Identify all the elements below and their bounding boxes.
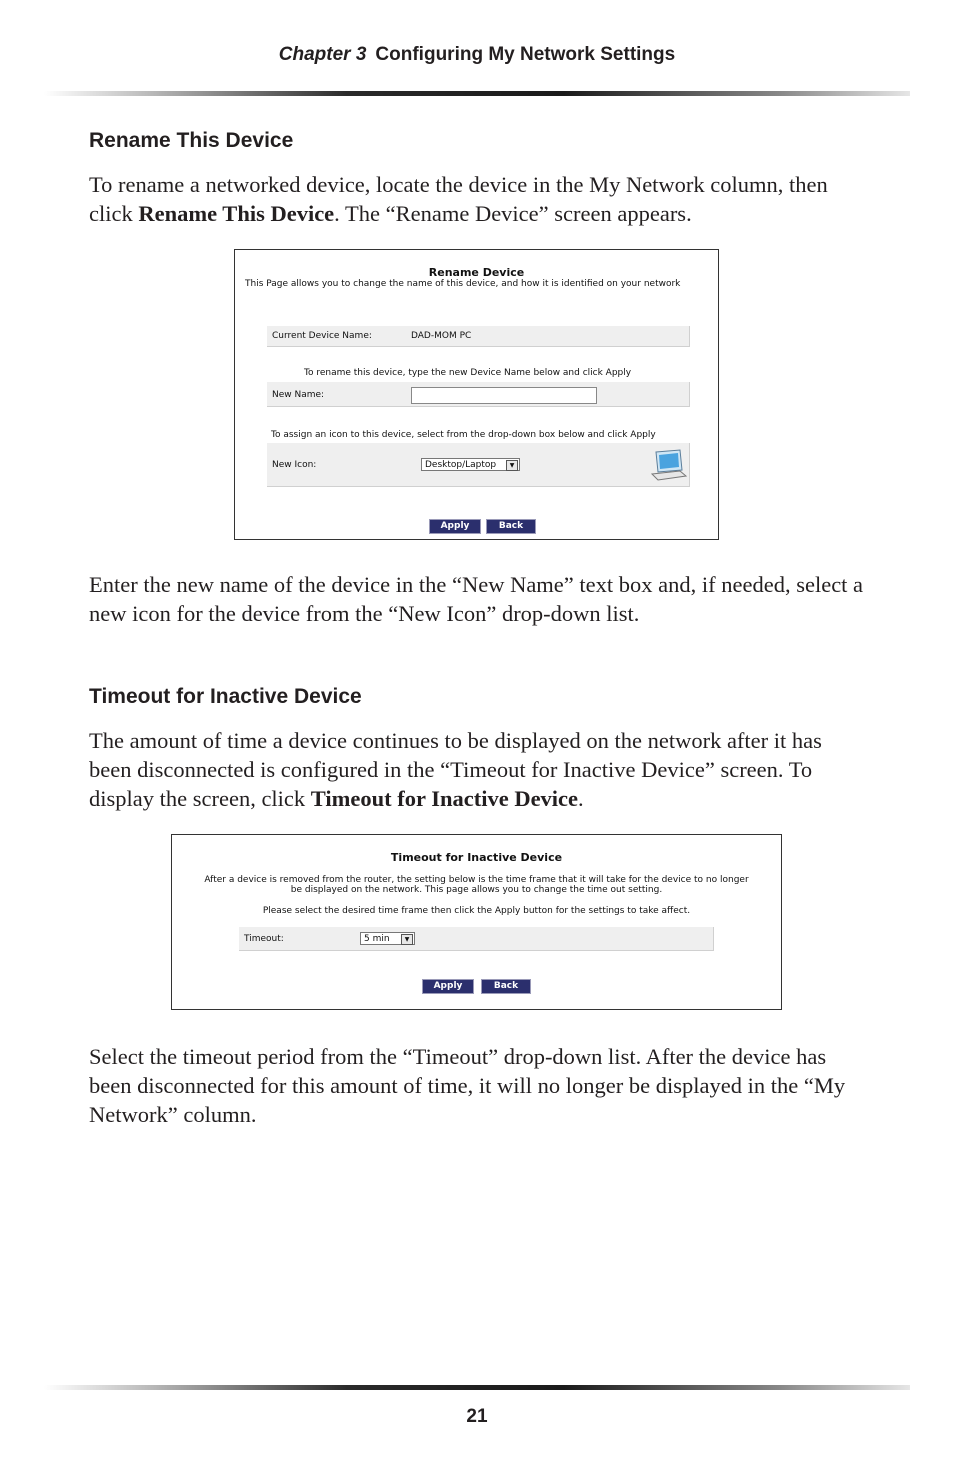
timeout-screen-title: Timeout for Inactive Device	[390, 851, 563, 864]
timeout-label: Timeout:	[244, 934, 284, 944]
new-icon-row	[267, 443, 690, 487]
timeout-followup-paragraph: Select the timeout period from the “Timeout” drop-down list. After the device has been disconnected for this amount of time, it will no longer be displayed in the “My Network” column.	[89, 1044, 846, 1127]
header-rule	[44, 91, 910, 96]
rename-intro-bold: Rename This Device	[138, 201, 335, 226]
new-icon-label: New Icon:	[272, 460, 317, 470]
chevron-down-icon[interactable]: ▼	[401, 934, 413, 945]
timeout-instruction: Please select the desired time frame then click the Apply button for the settings to take affect.	[262, 906, 691, 916]
apply-button[interactable]: Apply	[429, 519, 481, 534]
new-name-label: New Name:	[272, 390, 325, 400]
timeout-intro-paragraph	[89, 726, 864, 813]
new-icon-select-value: Desktop/Laptop	[425, 460, 497, 470]
new-name-input[interactable]	[411, 387, 597, 404]
current-name-row	[267, 326, 690, 347]
current-name-label: Current Device Name:	[272, 331, 372, 341]
rename-instruction: To rename this device, type the new Device Name below and click Apply	[304, 368, 632, 378]
section-heading-rename: Rename This Device	[89, 129, 294, 152]
current-name-value: DAD-MOM PC	[411, 331, 472, 341]
back-button[interactable]: Back	[486, 519, 536, 534]
rename-intro-text-end: . The “Rename Device” screen appears.	[334, 201, 692, 226]
new-icon-select[interactable]	[421, 458, 520, 471]
timeout-row	[239, 927, 714, 951]
chapter-label: Chapter 3	[278, 44, 367, 65]
rename-device-screenshot	[234, 249, 719, 540]
timeout-select[interactable]	[360, 932, 415, 945]
timeout-intro-bold: Timeout for Inactive Device	[310, 786, 579, 811]
section-heading-timeout: Timeout for Inactive Device	[89, 685, 362, 708]
timeout-back-button[interactable]: Back	[481, 979, 531, 994]
timeout-intro-text-end: .	[578, 786, 584, 811]
chapter-title: Configuring My Network Settings	[375, 44, 676, 65]
icon-instruction: To assign an icon to this device, select from the drop-down box below and click Apply	[271, 430, 656, 440]
chevron-down-icon[interactable]: ▼	[506, 460, 518, 471]
timeout-apply-button[interactable]: Apply	[422, 979, 474, 994]
rename-followup-paragraph: Enter the new name of the device in the “New Name” text box and, if needed, select a new icon for the device from the “New Icon” drop-down list.	[89, 572, 864, 626]
timeout-screenshot	[171, 834, 782, 1010]
timeout-desc-line2: be displayed on the network. This page allows you to change the time out setting.	[290, 885, 663, 895]
rename-screen-title: Rename Device	[428, 266, 525, 279]
timeout-desc-line1: After a device is removed from the router, the setting below is the time frame that it will take for the device to no longer	[204, 875, 749, 885]
footer-rule	[44, 1385, 910, 1390]
page-number: 21	[466, 1406, 488, 1427]
rename-intro-paragraph	[89, 170, 864, 228]
rename-screen-intro: This Page allows you to change the name of this device, and how it is identified on your network	[245, 279, 681, 289]
timeout-intro-text: The amount of time a device continues to be displayed on the network after it has been disconnected is configured in the “Timeout for Inactive Device” screen. To display the screen, click	[89, 728, 822, 811]
rename-intro-text: To rename a networked device, locate the device in the My Network column, then click	[89, 172, 828, 226]
timeout-select-value: 5 min	[364, 934, 390, 944]
running-header	[0, 44, 954, 66]
new-name-row	[267, 382, 690, 407]
laptop-icon	[650, 448, 688, 482]
